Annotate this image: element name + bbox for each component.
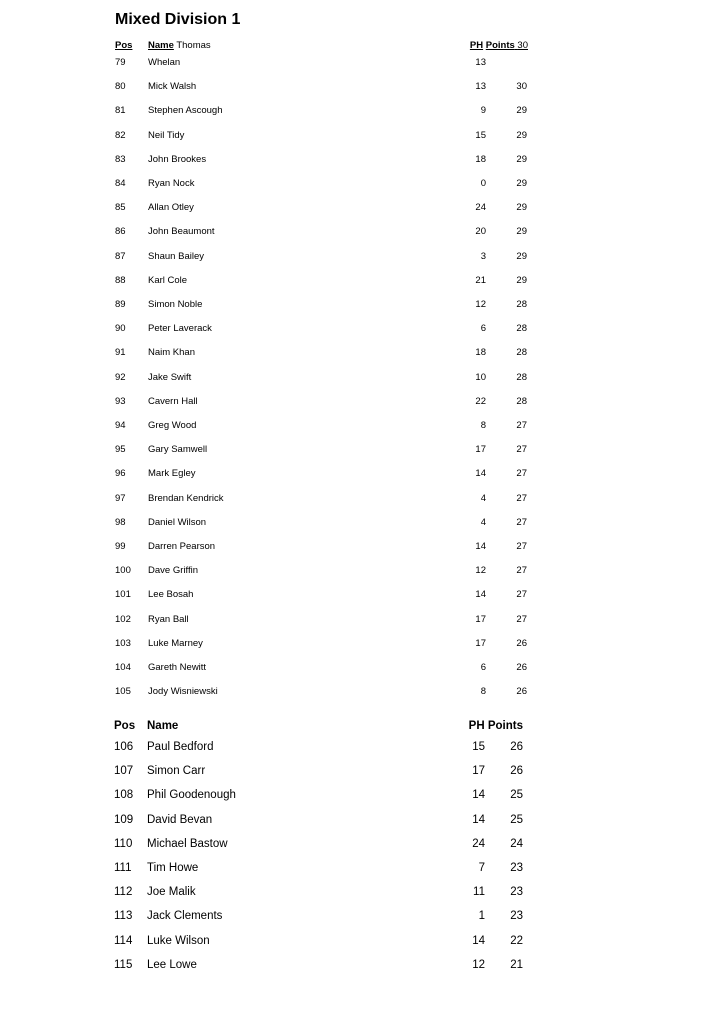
pos-cell: 84 bbox=[115, 178, 126, 189]
table-row bbox=[0, 372, 724, 384]
pos-cell: 90 bbox=[115, 323, 126, 335]
pos-cell: 111 bbox=[114, 862, 132, 874]
pos-cell: 82 bbox=[115, 129, 126, 141]
name-cell: Simon Noble bbox=[148, 299, 203, 310]
name-column-header: Name bbox=[147, 720, 179, 732]
name-cell: Brendan Kendrick bbox=[148, 492, 224, 504]
name-cell: Tim Howe bbox=[147, 862, 199, 874]
name-cell: Gary Samwell bbox=[148, 444, 208, 456]
points-cell: 27 bbox=[516, 613, 527, 625]
table-row bbox=[0, 686, 724, 698]
name-cell: Allan Otley bbox=[148, 202, 194, 214]
points-cell: 26 bbox=[510, 765, 523, 778]
pos-cell: 97 bbox=[115, 492, 126, 504]
name-cell: Peter Laverack bbox=[148, 323, 212, 335]
name-cell: Karl Cole bbox=[148, 274, 188, 286]
name-cell: Lee Lowe bbox=[147, 958, 197, 971]
name-cell: Dave Griffin bbox=[148, 565, 198, 577]
name-cell: Joe Malik bbox=[147, 886, 196, 899]
pos-cell: 89 bbox=[115, 299, 126, 310]
ph-cell: 17 bbox=[475, 637, 486, 649]
name-cell: Mark Egley bbox=[148, 468, 196, 480]
points-cell: 27 bbox=[516, 492, 527, 504]
pos-cell: 98 bbox=[115, 516, 126, 528]
ph-cell: 13 bbox=[475, 81, 486, 93]
table-row bbox=[0, 202, 724, 214]
name-cell: John Beaumont bbox=[148, 226, 215, 238]
points-cell: 23 bbox=[510, 862, 523, 874]
ph-cell: 17 bbox=[475, 613, 486, 625]
ph-cell: 14 bbox=[475, 541, 486, 552]
pos-column-header: Pos bbox=[114, 720, 136, 732]
points-cell: 24 bbox=[510, 837, 523, 850]
points-cell: 22 bbox=[510, 934, 523, 947]
name-cell: Darren Pearson bbox=[148, 541, 216, 552]
table-row bbox=[0, 837, 724, 851]
name-cell: Neil Tidy bbox=[148, 129, 185, 141]
name-cell: Daniel Wilson bbox=[148, 516, 207, 528]
points-header-suffix: 30 bbox=[517, 40, 528, 51]
name-cell: Whelan bbox=[148, 57, 181, 68]
name-cell: Lee Bosah bbox=[148, 589, 194, 601]
name-cell: Shaun Bailey bbox=[148, 250, 204, 262]
pos-cell: 80 bbox=[115, 81, 126, 93]
table-row bbox=[0, 493, 724, 505]
ph-cell: 22 bbox=[475, 395, 486, 407]
points-cell: 28 bbox=[516, 395, 527, 407]
pos-cell: 115 bbox=[114, 958, 133, 971]
table-row bbox=[0, 299, 724, 311]
table-row bbox=[0, 565, 724, 577]
points-cell: 25 bbox=[510, 813, 523, 826]
table-row bbox=[0, 813, 724, 827]
ph-cell: 3 bbox=[480, 250, 486, 262]
pos-cell: 107 bbox=[114, 765, 134, 778]
name-header-label: Name bbox=[148, 40, 174, 51]
table-row bbox=[0, 662, 724, 674]
table-row bbox=[0, 251, 724, 263]
points-cell: 30 bbox=[516, 81, 527, 93]
ph-cell: 17 bbox=[475, 444, 486, 456]
pos-cell: 112 bbox=[114, 886, 133, 899]
points-cell: 27 bbox=[516, 444, 527, 456]
name-cell: Luke Wilson bbox=[147, 934, 210, 947]
ph-cell: 14 bbox=[472, 789, 485, 802]
table-row bbox=[0, 347, 724, 359]
points-cell: 27 bbox=[516, 565, 527, 577]
name-cell: Gareth Newitt bbox=[148, 662, 207, 673]
pos-cell: 79 bbox=[115, 57, 126, 68]
ph-cell: 13 bbox=[475, 57, 486, 68]
pos-cell: 110 bbox=[114, 837, 133, 850]
ph-cell: 24 bbox=[472, 837, 485, 850]
name-cell: Jack Clements bbox=[147, 910, 223, 923]
table-row bbox=[0, 517, 724, 529]
page-title: Mixed Division 1 bbox=[115, 11, 241, 28]
name-cell: Greg Wood bbox=[148, 420, 197, 431]
table-row bbox=[0, 154, 724, 166]
pos-cell: 85 bbox=[115, 202, 126, 214]
name-header-suffix: Thomas bbox=[176, 40, 211, 51]
pos-cell: 113 bbox=[114, 910, 133, 923]
pos-cell: 81 bbox=[115, 105, 126, 117]
points-cell: 29 bbox=[516, 153, 527, 165]
pos-cell: 83 bbox=[115, 153, 126, 165]
table-row bbox=[0, 105, 724, 117]
points-cell: 29 bbox=[516, 129, 527, 141]
ph-cell: 1 bbox=[478, 910, 485, 923]
ph-cell: 8 bbox=[480, 686, 486, 698]
name-cell: Jody Wisniewski bbox=[148, 686, 218, 698]
name-cell: Ryan Nock bbox=[148, 178, 195, 189]
table-row bbox=[0, 57, 724, 69]
pos-cell: 88 bbox=[115, 274, 126, 286]
ph-cell: 15 bbox=[475, 129, 486, 141]
ph-cell: 11 bbox=[473, 886, 485, 899]
points-cell: 28 bbox=[516, 347, 527, 359]
points-header-label: Points bbox=[487, 720, 523, 732]
table-row bbox=[0, 420, 724, 432]
points-header-label: Points bbox=[485, 40, 515, 51]
table-row bbox=[0, 614, 724, 626]
ph-cell: 12 bbox=[472, 958, 485, 971]
ph-cell: 6 bbox=[480, 323, 486, 335]
table-row bbox=[0, 909, 724, 923]
table-row bbox=[0, 885, 724, 899]
table-row bbox=[0, 178, 724, 190]
table-row bbox=[0, 468, 724, 480]
points-cell: 26 bbox=[516, 637, 527, 649]
name-cell: Stephen Ascough bbox=[148, 105, 223, 117]
ph-cell: 24 bbox=[475, 202, 486, 214]
points-cell: 26 bbox=[510, 741, 523, 753]
name-column-header bbox=[148, 40, 211, 52]
pos-cell: 104 bbox=[115, 662, 131, 673]
pos-cell: 92 bbox=[115, 371, 126, 383]
pos-column-header: Pos bbox=[115, 40, 133, 51]
ph-cell: 14 bbox=[472, 813, 485, 826]
points-cell: 21 bbox=[510, 958, 523, 971]
ph-cell: 21 bbox=[475, 274, 486, 286]
name-cell: John Brookes bbox=[148, 153, 207, 165]
points-cell: 28 bbox=[516, 299, 527, 310]
name-cell: Ryan Ball bbox=[148, 613, 189, 625]
name-cell: Simon Carr bbox=[147, 765, 206, 778]
name-cell: Michael Bastow bbox=[147, 837, 228, 850]
table-row bbox=[0, 323, 724, 335]
name-cell: Jake Swift bbox=[148, 371, 192, 383]
ph-cell: 14 bbox=[475, 468, 486, 480]
table-row bbox=[0, 81, 724, 93]
pos-cell: 87 bbox=[115, 250, 126, 262]
pos-cell: 94 bbox=[115, 420, 126, 431]
pos-cell: 91 bbox=[115, 347, 126, 359]
table-row bbox=[0, 226, 724, 238]
pos-cell: 109 bbox=[114, 813, 134, 826]
name-cell: Phil Goodenough bbox=[147, 789, 236, 802]
name-cell: Naim Khan bbox=[148, 347, 195, 359]
points-cell: 29 bbox=[516, 178, 527, 189]
table-row bbox=[0, 740, 724, 754]
name-cell: Luke Marney bbox=[148, 637, 203, 649]
points-cell: 26 bbox=[516, 686, 527, 698]
pos-cell: 101 bbox=[115, 589, 131, 601]
ph-cell: 14 bbox=[475, 589, 486, 601]
points-cell: 27 bbox=[516, 420, 527, 431]
points-cell: 27 bbox=[516, 541, 527, 552]
table-row bbox=[0, 934, 724, 948]
ph-cell: 10 bbox=[475, 371, 486, 383]
points-cell: 23 bbox=[510, 910, 523, 923]
section2-header-row bbox=[0, 719, 724, 733]
ph-cell: 6 bbox=[480, 662, 486, 673]
ph-points-column-header bbox=[408, 40, 528, 52]
ph-cell: 20 bbox=[475, 226, 486, 238]
table-row bbox=[0, 788, 724, 802]
section1-header-row bbox=[0, 40, 724, 52]
pos-cell: 106 bbox=[114, 741, 134, 753]
table-row bbox=[0, 861, 724, 875]
points-cell: 27 bbox=[516, 589, 527, 601]
points-cell: 29 bbox=[516, 105, 527, 117]
name-cell: Cavern Hall bbox=[148, 395, 198, 407]
pos-cell: 96 bbox=[115, 468, 126, 480]
table-row bbox=[0, 764, 724, 778]
table-row bbox=[0, 589, 724, 601]
pos-cell: 95 bbox=[115, 444, 126, 456]
ph-cell: 8 bbox=[480, 420, 486, 431]
points-header-group bbox=[486, 40, 528, 51]
ph-cell: 4 bbox=[480, 492, 486, 504]
pos-cell: 102 bbox=[115, 613, 131, 625]
points-cell: 29 bbox=[516, 226, 527, 238]
points-cell: 29 bbox=[516, 202, 527, 214]
points-cell: 27 bbox=[516, 468, 527, 480]
name-cell: Mick Walsh bbox=[148, 81, 197, 93]
ph-cell: 18 bbox=[475, 347, 486, 359]
ph-cell: 0 bbox=[480, 178, 486, 189]
ph-cell: 9 bbox=[480, 105, 486, 117]
ph-cell: 12 bbox=[475, 565, 486, 577]
pos-cell: 99 bbox=[115, 541, 126, 552]
ph-points-column-header bbox=[403, 719, 523, 733]
pos-cell: 86 bbox=[115, 226, 126, 238]
ph-cell: 12 bbox=[475, 299, 486, 310]
pos-cell: 105 bbox=[115, 686, 131, 698]
ph-cell: 7 bbox=[478, 862, 485, 874]
points-cell: 26 bbox=[516, 662, 527, 673]
ph-header-label: PH bbox=[469, 40, 484, 51]
table-row bbox=[0, 444, 724, 456]
ph-cell: 15 bbox=[472, 741, 485, 753]
table-row bbox=[0, 541, 724, 553]
name-cell: Paul Bedford bbox=[147, 741, 214, 753]
pos-cell: 108 bbox=[114, 789, 134, 802]
name-cell: David Bevan bbox=[147, 813, 213, 826]
table-row bbox=[0, 958, 724, 972]
ph-cell: 14 bbox=[472, 934, 485, 947]
pos-cell: 100 bbox=[115, 565, 131, 577]
pos-cell: 103 bbox=[115, 637, 131, 649]
ph-cell: 4 bbox=[480, 516, 486, 528]
points-cell: 28 bbox=[516, 371, 527, 383]
points-cell: 27 bbox=[516, 516, 527, 528]
ph-cell: 18 bbox=[475, 153, 486, 165]
table-row bbox=[0, 130, 724, 142]
pos-cell: 93 bbox=[115, 395, 126, 407]
ph-cell: 17 bbox=[472, 765, 485, 778]
points-cell: 29 bbox=[516, 274, 527, 286]
points-cell: 28 bbox=[516, 323, 527, 335]
table-row bbox=[0, 275, 724, 287]
points-cell: 25 bbox=[510, 789, 523, 802]
points-cell: 29 bbox=[516, 250, 527, 262]
table-row bbox=[0, 638, 724, 650]
pos-cell: 114 bbox=[114, 934, 133, 947]
points-cell: 23 bbox=[510, 886, 523, 899]
table-row bbox=[0, 396, 724, 408]
ph-header-label: PH bbox=[468, 720, 485, 732]
